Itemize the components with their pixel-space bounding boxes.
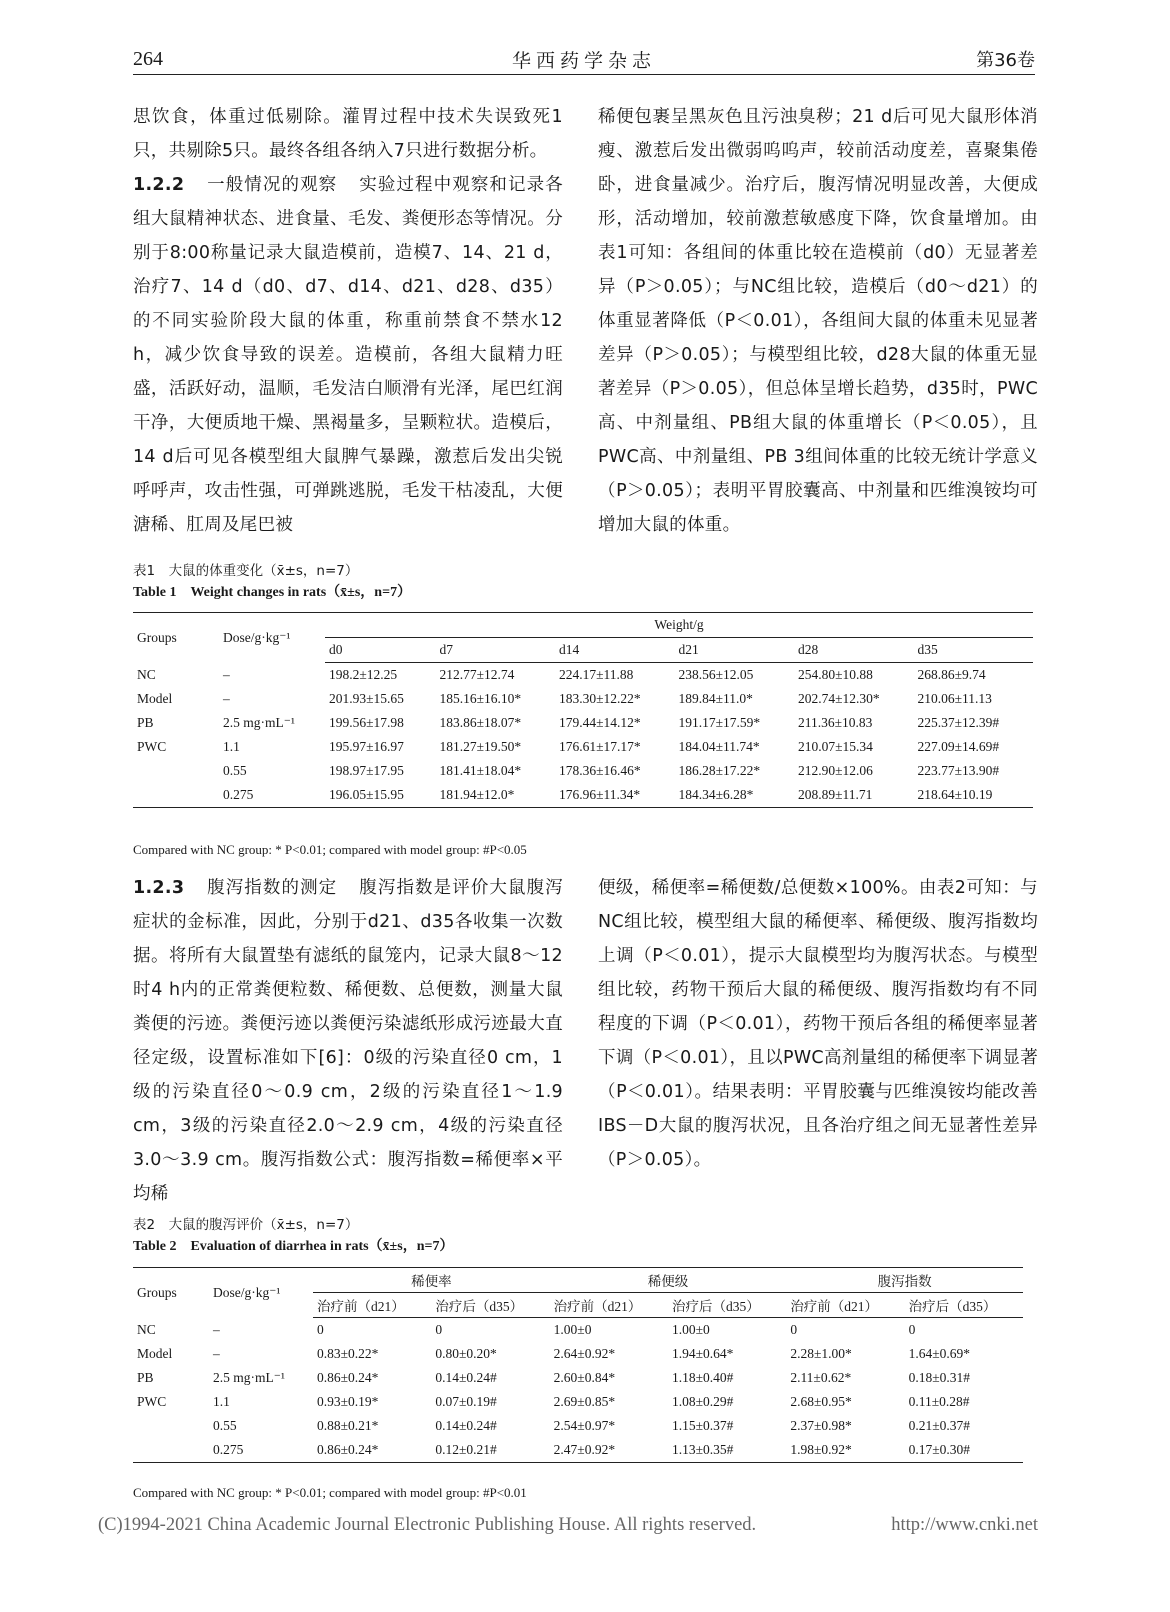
cell-group: PB [137,715,154,730]
day-header: d7 [436,638,555,663]
cell: 202.74±12.30* [797,691,880,706]
col-weight: Weight/g [325,613,1033,638]
cell-group [133,1438,209,1463]
cell: 179.44±14.12* [558,715,641,730]
table-row [133,1318,1023,1343]
cell: 2.37±0.98* [790,1418,852,1433]
cell: 1.13±0.35# [668,1438,786,1463]
cell-group: Model [137,691,173,706]
cell: 181.41±18.04* [439,763,522,778]
cell: 178.36±16.46* [558,763,641,778]
cell: 268.86±9.74 [917,667,986,682]
paragraph: 思饮食，体重过低剔除。灌胃过程中技术失误致死1只，共剔除5只。最终各组各纳入7只进行数据分析。 [133,107,563,161]
cell-group: PWC [137,739,167,754]
cell: 0 [790,1322,798,1337]
cell: 0.07±0.19# [435,1394,497,1409]
cell: 0.11±0.28# [908,1394,970,1409]
cell: 176.96±11.34* [555,783,674,808]
cell-group: NC [137,1321,156,1337]
table-row [133,1366,1023,1390]
cell: 189.84±11.0* [678,691,753,706]
cell-group [133,759,219,783]
col-groups: Groups [133,1268,209,1318]
cell: 1.00±0 [671,1322,710,1337]
cell: 238.56±12.05 [678,667,754,682]
section-title: 一般情况的观察 [206,175,338,195]
copyright-text: (C)1994-2021 China Academic Journal Electronic Publishing House. All rights reserved. [98,1515,757,1535]
cell: 0.21±0.37# [908,1418,971,1433]
left-column-bottom [133,871,563,1211]
cell: 2.60±0.84* [553,1370,616,1385]
cell-dose: 0.55 [223,763,247,778]
col-dose: Dose/g·kg⁻¹ [219,613,325,663]
cell: 224.17±11.88 [558,667,634,682]
right-column-bottom [598,871,1038,1177]
paragraph: 便级，稀便率=稀便数/总便数×100%。由表2可知：与NC组比较，模型组大鼠的稀便率、稀便级、腹泻指数均上调（P＜0.01），提示大鼠模型均为腹泻状态。与模型组比较，药物干预后大鼠的稀便级、腹泻指数均有不同程度的下调（P＜0.01），药物干预后各组的稀便率显著下调（P＜0.01），且以PWC高剂量组的稀便率下调显著（P＜0.01）。结果表明：平胃胶囊与匹维溴铵均能改善IBS－D大鼠的腹泻状况，且各治疗组之间无显著性差异（P＞0.05）。 [598,878,1038,1170]
cell: 198.2±12.25 [329,667,398,682]
cell: 2.68±0.95* [790,1394,852,1409]
cell: 186.28±17.22* [678,763,761,778]
after-header: 治疗后（d35） [905,1293,1023,1318]
cell: 1.08±0.29# [671,1394,734,1409]
cell: 0.86±0.24* [313,1438,431,1463]
cell: 212.77±12.74 [439,667,515,682]
cell: 211.36±10.83 [797,715,873,730]
cell-dose: 1.1 [213,1394,230,1409]
cell: 181.27±19.50* [439,739,522,754]
day-header: d14 [555,638,674,663]
cell: 181.94±12.0* [436,783,555,808]
section-number: 1.2.3 [133,878,185,898]
cell-dose: 2.5 mg·mL⁻¹ [213,1370,285,1385]
day-header: d21 [674,638,793,663]
paragraph [133,871,563,1211]
cell: 227.09±14.69# [917,739,1000,754]
cell: 0.86±0.24* [317,1370,379,1385]
table2-note: Compared with NC group: * P<0.01; compared with model group: #P<0.01 [133,1485,527,1500]
cell: 218.64±10.19 [913,783,1033,808]
cell: 0.93±0.19* [317,1394,379,1409]
page-footer [98,1515,1038,1536]
col-dose: Dose/g·kg⁻¹ [209,1268,313,1318]
table-row [133,1342,1023,1366]
left-column-top [133,100,563,542]
section-title: 腹泻指数的测定 [206,878,338,898]
section-number: 1.2.2 [133,175,185,195]
cell: 191.17±17.59* [678,715,761,730]
cell: 2.11±0.62* [790,1370,852,1385]
after-header: 治疗后（d35） [431,1293,549,1318]
paragraph: 稀便包裹呈黑灰色且污浊臭秽；21 d后可见大鼠形体消瘦、激惹后发出微弱呜呜声，较前活动度差，喜聚集倦卧，进食量减少。治疗后，腹泻情况明显改善，大便成形，活动增加，较前激惹敏感度下降，饮食量增加。由表1可知：各组间的体重比较在造模前（d0）无显著差异（P＞0.05）；与NC组比较，造模后（d0～d21）的体重显著降低（P＜0.01），各组间大鼠的体重未见显著差异（P＞0.05）；与模型组比较，d28大鼠的体重无显著差异（P＞0.05），但总体呈增长趋势，d35时，PWC高、中剂量组、PB组大鼠的体重增长（P＜0.05），且PWC高、中剂量组、PB 3组间体重的比较无统计学意义（P＞0.05）；表明平胃胶囊高、中剂量和匹维溴铵均可增加大鼠的体重。 [598,107,1038,535]
cell-group: NC [137,666,156,682]
cell: 208.89±11.71 [794,783,913,808]
cell-group [133,1414,209,1438]
cell: 0.80±0.20* [435,1346,497,1361]
cell: 225.37±12.39# [917,715,1000,730]
cell: 198.97±17.95 [329,763,404,778]
cell: 183.86±18.07* [439,715,522,730]
cell: 2.28±1.00* [790,1346,852,1361]
cell: 210.06±11.13 [917,691,992,706]
table1-caption-cn: 表1 大鼠的体重变化（x̄±s，n=7） [133,563,359,579]
before-header: 治疗前（d21） [313,1293,431,1318]
before-header: 治疗前（d21） [550,1293,668,1318]
cnki-url: http://www.cnki.net [891,1515,1038,1535]
cell: 195.97±16.97 [329,739,404,754]
col-stool-grade: 稀便级 [550,1268,787,1293]
table2-caption-cn: 表2 大鼠的腹泻评价（x̄±s，n=7） [133,1217,359,1233]
cell-group: Model [137,1346,173,1361]
table2 [133,1267,1023,1463]
cell: 0 [908,1322,916,1337]
cell: 254.80±10.88 [797,667,873,682]
paragraph-text: 实验过程中观察和记录各组大鼠精神状态、进食量、毛发、粪便形态等情况。分别于8:00称量记录大鼠造模前，造模7、14、21 d，治疗7、14 d（d0、d7、d14、d21、d28、d35）的不同实验阶段大鼠的体重，称重前禁食不禁水12 h，减少饮食导致的误差。造模前，各组大鼠精力旺盛，活跃好动，温顺，毛发洁白顺滑有光泽，尾巴红润干净，大便质地干燥、黑褐量多，呈颗粒状。造模后，14 d后可见各模型组大鼠脾气暴躁，激惹后发出尖锐呼呼声，攻击性强，可弹跳逃脱，毛发干枯凌乱，大便溏稀、肛周及尾巴被 [133,175,563,535]
cell: 1.98±0.92* [786,1438,904,1463]
day-header: d35 [913,638,1033,663]
day-header: d0 [325,638,436,663]
paragraph-text: 腹泻指数是评价大鼠腹泻症状的金标准，因此，分别于d21、d35各收集一次数据。将所有大鼠置垫有滤纸的鼠笼内，记录大鼠8～12时4 h内的正常粪便粒数、稀便数、总便数，测量大鼠粪便的污迹。粪便污迹以粪便污染滤纸形成污迹最大直径定级，设置标准如下[6]：0级的污染直径0 cm，1级的污染直径0～0.9 cm，2级的污染直径1～1.9 cm，3级的污染直径2.0～2.9 cm，4级的污染直径3.0～3.9 cm。腹泻指数公式：腹泻指数=稀便率×平均稀 [133,878,563,1204]
right-column-top [598,100,1038,542]
cell: 1.00±0 [553,1322,592,1337]
cell-dose: 1.1 [223,739,240,754]
cell: 210.07±15.34 [797,739,873,754]
col-stool-rate: 稀便率 [313,1268,550,1293]
cell: 223.77±13.90# [917,763,1000,778]
table-row [133,687,1033,711]
cell: 1.94±0.64* [671,1346,734,1361]
cell-group: PWC [137,1394,167,1409]
table1-note: Compared with NC group: * P<0.01; compared with model group: #P<0.05 [133,842,527,857]
cell: 1.64±0.69* [908,1346,971,1361]
table-row [133,1390,1023,1414]
journal-name: 华西药学杂志 [511,50,656,72]
table-row [133,735,1033,759]
table1-caption-en: Table 1 Weight changes in rats（x̄±s，n=7） [133,585,412,600]
cell: 1.15±0.37# [671,1418,734,1433]
page-number: 264 [133,48,163,70]
table-row [133,759,1033,783]
volume-label: 第36卷 [976,50,1035,71]
cell: 0.14±0.24# [435,1418,497,1433]
page-header [133,40,1035,75]
cell-dose: 0.275 [219,783,325,808]
cell: 2.69±0.85* [553,1394,616,1409]
cell: 0.83±0.22* [317,1346,379,1361]
cell-dose: – [223,691,230,706]
cell: 0.12±0.21# [431,1438,549,1463]
after-header: 治疗后（d35） [668,1293,786,1318]
cell: 184.34±6.28* [674,783,793,808]
cell-dose: 2.5 mg·mL⁻¹ [223,715,295,730]
cell-group: PB [137,1370,154,1385]
table2-caption-en: Table 2 Evaluation of diarrhea in rats（x̄±s，n=7） [133,1239,454,1254]
cell-dose: 0.55 [213,1418,237,1433]
cell: 201.93±15.65 [329,691,404,706]
cell: 185.16±16.10* [439,691,522,706]
cell-dose: – [213,1346,220,1361]
cell: 0.18±0.31# [908,1370,971,1385]
cell: 1.18±0.40# [671,1370,734,1385]
table1 [133,612,1033,808]
cell: 199.56±17.98 [329,715,404,730]
cell: 212.90±12.06 [797,763,873,778]
before-header: 治疗前（d21） [786,1293,904,1318]
cell: 184.04±11.74* [678,739,760,754]
table-row [133,1438,1023,1463]
cell: 176.61±17.17* [558,739,641,754]
cell: 0 [317,1322,324,1337]
cell-dose: – [223,666,230,682]
table-row [133,1414,1023,1438]
cell: 0.14±0.24# [435,1370,497,1385]
cell: 2.54±0.97* [553,1418,616,1433]
col-groups: Groups [133,613,219,663]
cell-group [133,783,219,808]
table-row [133,711,1033,735]
cell: 196.05±15.95 [325,783,436,808]
cell: 0 [435,1322,443,1337]
cell: 0.88±0.21* [317,1418,379,1433]
col-diarrhea-index: 腹泻指数 [786,1268,1023,1293]
table-row [133,783,1033,808]
cell: 2.47±0.92* [550,1438,668,1463]
cell-dose: 0.275 [209,1438,313,1463]
cell-dose: – [213,1321,220,1337]
table-row [133,663,1033,688]
paragraph [133,168,563,542]
day-header: d28 [794,638,913,663]
cell: 183.30±12.22* [558,691,641,706]
cell: 2.64±0.92* [553,1346,616,1361]
cell: 0.17±0.30# [905,1438,1023,1463]
